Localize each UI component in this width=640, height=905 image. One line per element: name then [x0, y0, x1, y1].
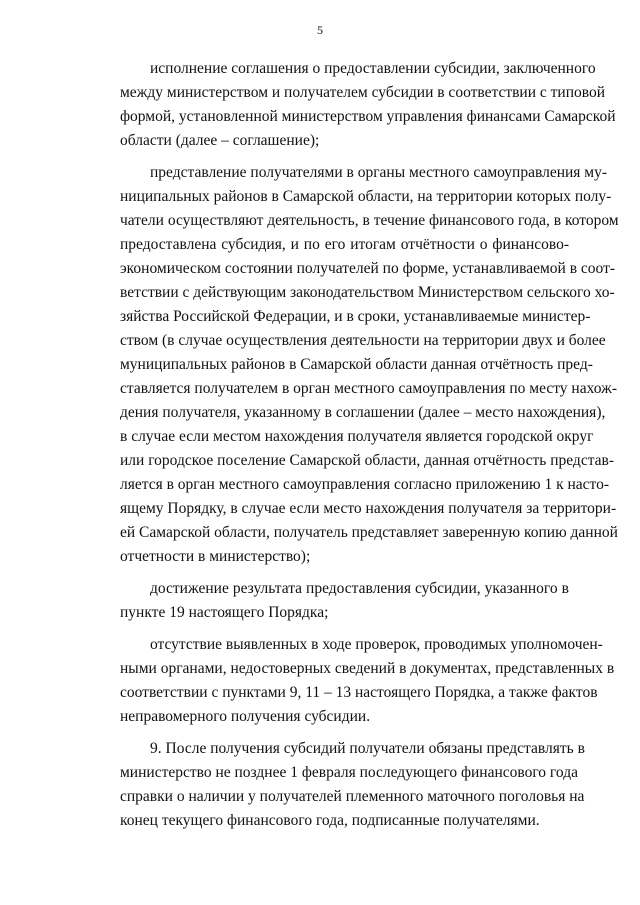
paragraph-agreement [90, 57, 616, 153]
text-line: ставляется получателем в орган местного самоуправления по месту нахож- [120, 380, 617, 397]
text-line: неправомерного получения субсидии. [120, 708, 371, 725]
text-line: ниципальных районов в Самарской области, на территории которых полу- [120, 188, 612, 205]
text-line: справки о наличии у получателей племенного маточного поголовья на [120, 788, 585, 805]
text-line: ей Самарской области, получатель представляет заверенную копию данной [120, 524, 618, 541]
text-line: дения получателя, указанному в соглашении (далее – место нахождения), [120, 404, 606, 421]
text-line: предоставлена субсидия, и по его итогам отчётности о финансово- [120, 236, 569, 253]
text-line: ляется в орган местного самоуправления согласно приложению 1 к насто- [120, 476, 610, 493]
text-line: зяйства Российской Федерации, и в сроки, устанавливаемые министер- [120, 308, 591, 325]
text-line: конец текущего финансового года, подписанные получателями. [120, 812, 540, 829]
text-line: министерство не позднее 1 февраля последующего финансового года [120, 764, 578, 781]
text-line: экономическом состоянии получателей по форме, устанавливаемой в соот- [120, 260, 616, 277]
paragraph-section-9 [90, 737, 585, 833]
text-line: ящему Порядку, в случае если место нахождения получателя за территори- [120, 500, 617, 517]
text-line: пункте 19 настоящего Порядка; [120, 604, 329, 621]
document-body [90, 57, 619, 833]
text-line: представление получателями в органы местного самоуправления му- [150, 164, 608, 181]
text-line: области (далее – соглашение); [120, 132, 320, 149]
paragraph-reporting [90, 161, 619, 569]
text-line: ными органами, недостоверных сведений в документах, представленных в [120, 660, 615, 677]
paragraph-result [90, 577, 569, 625]
text-line: ветствии с действующим законодательством Министерством сельского хо- [120, 284, 615, 301]
text-line: отчетности в министерство); [120, 548, 311, 565]
page-number: 5 [317, 23, 323, 37]
text-line: чатели осуществляют деятельность, в течение финансового года, в котором [120, 212, 619, 229]
text-line: муниципальных районов в Самарской области данная отчётность пред- [120, 356, 593, 373]
text-line: между министерством и получателем субсидии в соответствии с типовой [120, 84, 606, 101]
text-line: в случае если местом нахождения получателя является городской округ [120, 428, 594, 445]
text-line: достижение результата предоставления субсидии, указанного в [150, 580, 569, 597]
text-line: соответствии с пунктами 9, 11 – 13 настоящего Порядка, а также фактов [120, 684, 598, 701]
text-line: исполнение соглашения о предоставлении субсидии, заключенного [150, 60, 596, 77]
text-line: или городское поселение Самарской области, данная отчётность представ- [120, 452, 615, 469]
text-line: формой, установленной министерством управления финансами Самарской [120, 108, 616, 125]
text-line: ством (в случае осуществления деятельности на территории двух и более [120, 332, 606, 349]
text-line: 9. После получения субсидий получатели обязаны представлять в [150, 740, 585, 757]
text-line: отсутствие выявленных в ходе проверок, проводимых уполномочен- [150, 636, 603, 653]
paragraph-inspections [90, 633, 615, 729]
